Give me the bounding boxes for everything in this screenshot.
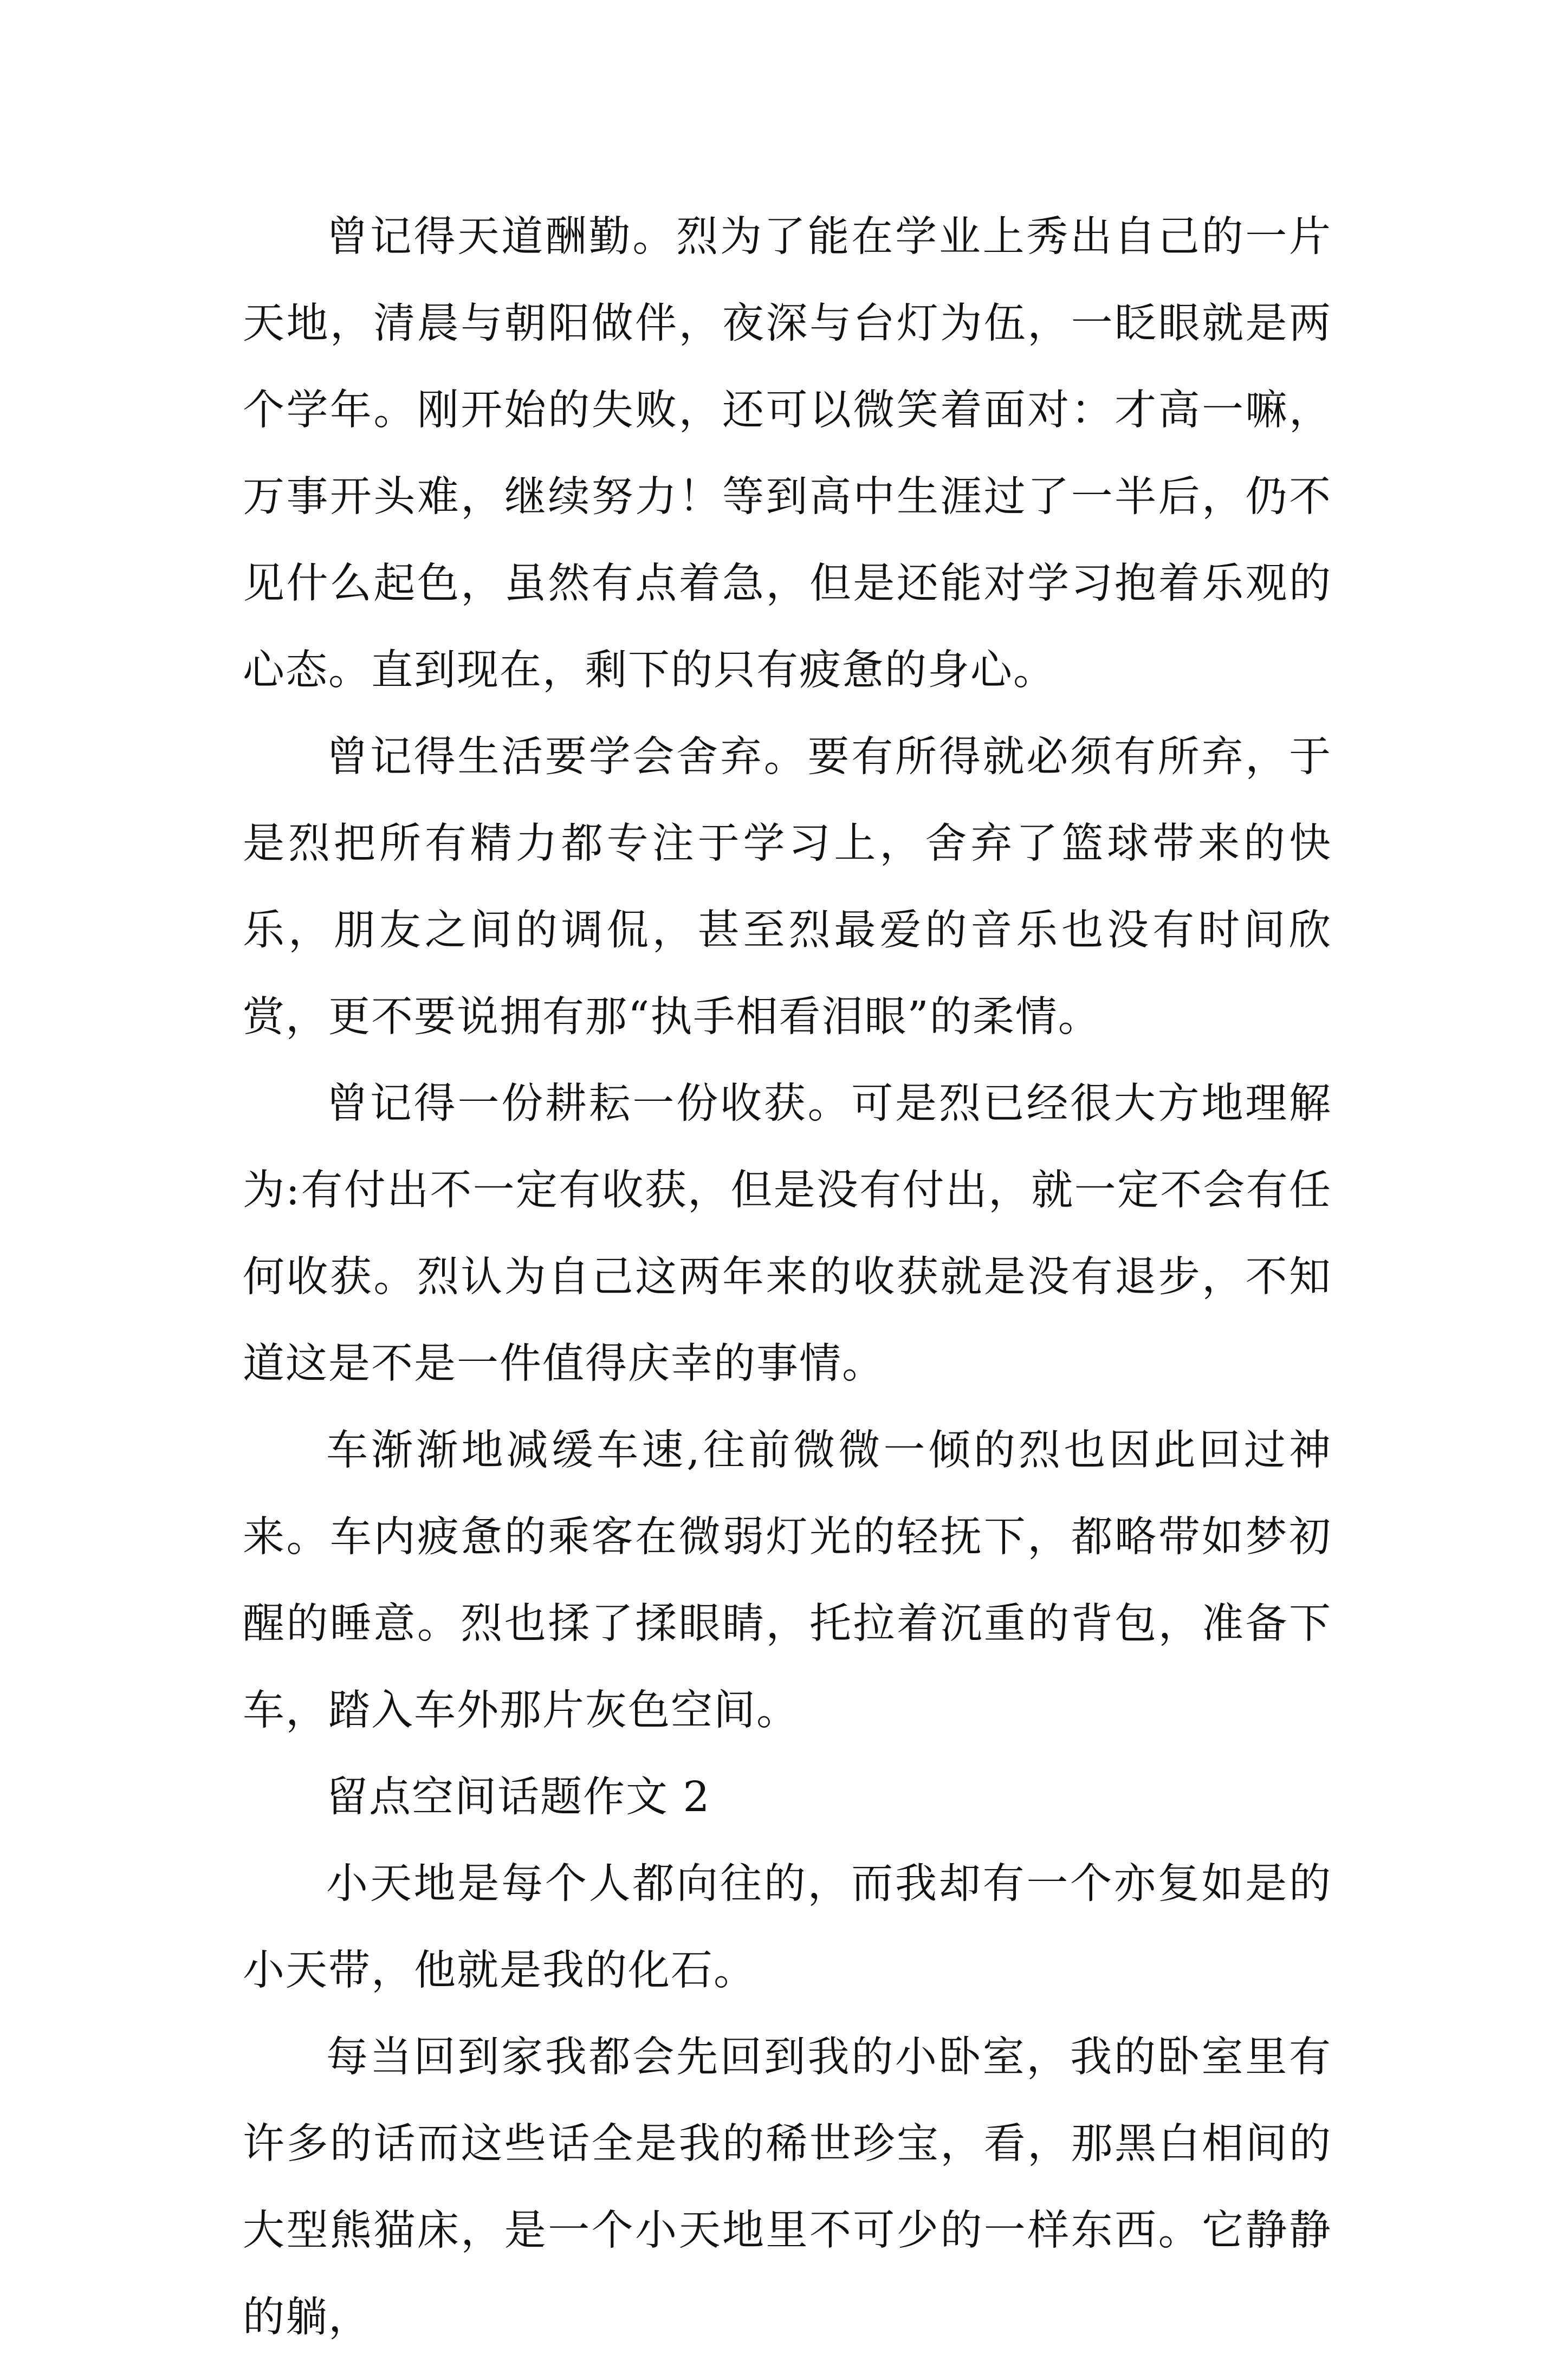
paragraph-6: 每当回到家我都会先回到我的小卧室，我的卧室里有许多的话而这些话全是我的稀世珍宝，看，那黑白相间的大型熊猫床，是一个小天地里不可少的一样东西。它静静的躺， [243, 2033, 1332, 2341]
paragraph-1: 曾记得天道酬勤。烈为了能在学业上秀出自己的一片天地，清晨与朝阳做伴，夜深与台灯为伍，一眨眼就是两个学年。刚开始的失败，还可以微笑着面对：才高一嘛，万事开头难，继续努力！等到高中生涯过了一半后，仍不见什么起色，虽然有点着急，但是还能对学习抱着乐观的心态。直到现在，剩下的只有疲惫的身心。 [243, 213, 1332, 695]
essay-text [243, 194, 1332, 2361]
section-heading: 留点空间话题作文 2 [326, 1773, 711, 1821]
paragraph-2: 曾记得生活要学会舍弃。要有所得就必须有所弃，于是烈把所有精力都专注于学习上，舍弃了篮球带来的快乐，朋友之间的调侃，甚至烈最爱的音乐也没有时间欣赏，更不要说拥有那“执手相看泪眼”的柔情。 [243, 733, 1332, 1041]
paragraph-3: 曾记得一份耕耘一份收获。可是烈已经很大方地理解为:有付出不一定有收获，但是没有付出，就一定不会有任何收获。烈认为自己这两年来的收获就是没有退步，不知道这是不是一件值得庆幸的事情。 [243, 1080, 1332, 1388]
paragraph-5: 小天地是每个人都向往的，而我却有一个亦复如是的小天带，他就是我的化石。 [243, 1860, 1332, 1995]
paragraph-4: 车渐渐地减缓车速,往前微微一倾的烈也因此回过神来。车内疲惫的乘客在微弱灯光的轻抚下，都略带如梦初醒的睡意。烈也揉了揉眼睛，托拉着沉重的背包，准备下车，踏入车外那片灰色空间。 [243, 1426, 1332, 1735]
